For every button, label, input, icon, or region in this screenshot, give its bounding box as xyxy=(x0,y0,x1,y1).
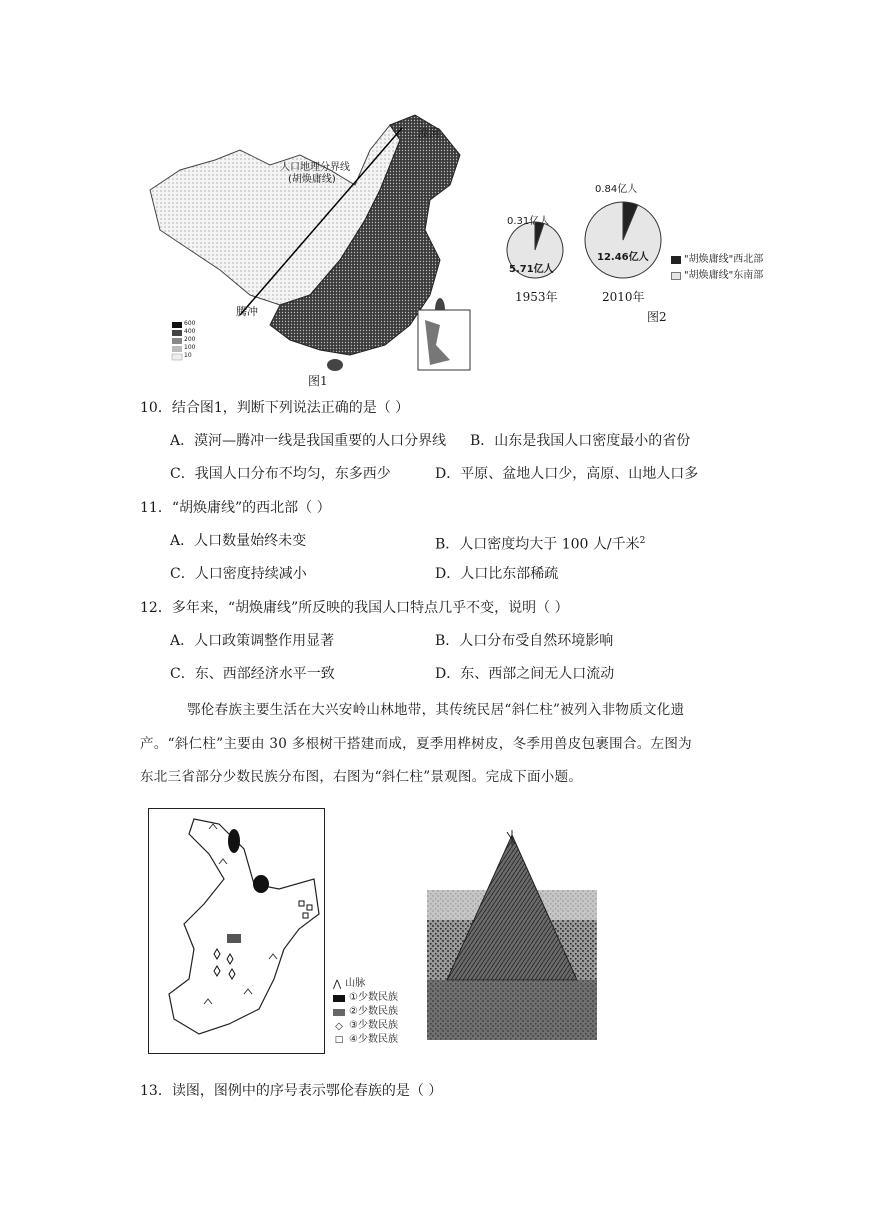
q10-option-a: A．漠河—腾冲一线是我国重要的人口分界线 xyxy=(170,433,447,449)
pie2010-west-label: 0.84亿人 xyxy=(595,184,638,195)
q11-option-b xyxy=(435,532,645,554)
legend-value-2: 400 xyxy=(184,328,196,335)
legend-value-4: 100 xyxy=(184,344,196,351)
q11-option-c: C．人口密度持续减小 xyxy=(170,566,307,582)
minority-1-area-a xyxy=(228,829,240,853)
passage-line-1: 鄂伦春族主要生活在大兴安岭山林地带，其传统民居“斜仁柱”被列入非物质文化遗 xyxy=(187,702,685,718)
legend-minority-1: ①少数民族 xyxy=(349,992,398,1003)
pie1953-west-label: 0.31亿人 xyxy=(507,216,550,227)
mountain-icon: ⋀ xyxy=(333,978,342,990)
q11-option-b-sup: 2 xyxy=(639,536,646,546)
legend-southeast: "胡焕庸线"东南部 xyxy=(684,270,764,281)
figure1-caption: 图1 xyxy=(308,374,328,388)
line-sublabel: (胡焕庸线) xyxy=(288,174,336,185)
figure2-caption: 图2 xyxy=(647,310,667,324)
pie2010-east-label: 12.46亿人 xyxy=(597,252,649,263)
figure3-legend xyxy=(333,977,398,1047)
legend-northwest: "胡焕庸线"西北部 xyxy=(684,254,764,265)
minority-4-marks xyxy=(299,901,312,918)
province-outline xyxy=(169,819,319,1034)
xierenzhu-photo xyxy=(427,830,597,1040)
legend-minority-3: ③少数民族 xyxy=(349,1020,398,1031)
legend-value-1: 600 xyxy=(184,320,196,327)
minority-3-marks xyxy=(214,949,235,979)
legend-mountain: 山脉 xyxy=(345,978,366,989)
q11-stem: 11．“胡焕庸线”的西北部（ ） xyxy=(140,500,331,516)
passage-line-3: 东北三省部分少数民族分布图，右图为“斜仁柱”景观图。完成下面小题。 xyxy=(140,769,583,785)
square-icon: □ xyxy=(334,1035,344,1045)
q12-option-a: A．人口政策调整作用显著 xyxy=(170,633,335,649)
q12-stem: 12．多年来，“胡焕庸线”所反映的我国人口特点几乎不变，说明（ ） xyxy=(140,600,569,616)
passage-line-2: 产。“斜仁柱”主要由 30 多根树干搭建而成，夏季用桦树皮，冬季用兽皮包裹围合。左图为 xyxy=(140,736,692,752)
legend-value-5: 10 xyxy=(184,352,192,359)
minority-1-swatch-icon xyxy=(333,995,345,1002)
northeast-provinces-map xyxy=(149,809,324,1053)
q10-option-c: C．我国人口分布不均匀，东多西少 xyxy=(170,466,391,482)
figure1 xyxy=(140,110,480,390)
pie1953-year: 1953年 xyxy=(515,290,558,304)
q12-option-b: B．人口分布受自然环境影响 xyxy=(435,633,614,649)
legend-minority-4: ④少数民族 xyxy=(349,1034,398,1045)
q12-option-c: C．东、西部经济水平一致 xyxy=(170,666,335,682)
q10-stem: 10．结合图1，判断下列说法正确的是（ ） xyxy=(140,400,410,416)
minority-2-area xyxy=(227,934,241,943)
xierenzhu-image xyxy=(427,830,597,1040)
q11-option-d: D．人口比东部稀疏 xyxy=(435,566,559,582)
figure2 xyxy=(495,180,825,330)
minority-1-area-b xyxy=(253,875,269,893)
legend-value-3: 200 xyxy=(184,336,196,343)
diamond-icon: ◇ xyxy=(335,1020,343,1032)
q12-option-d: D．东、西部之间无人口流动 xyxy=(435,666,615,682)
pie1953-east-label: 5.71亿人 xyxy=(509,264,554,275)
pie-2010-slice-southeast xyxy=(585,202,661,278)
hainan-island xyxy=(327,359,343,371)
legend-minority-2: ②少数民族 xyxy=(349,1006,398,1017)
pie2010-year: 2010年 xyxy=(602,290,645,304)
pie-legend xyxy=(671,252,763,284)
q13-stem: 13．读图，图例中的序号表示鄂伦春族的是（ ） xyxy=(140,1083,443,1099)
q11-option-b-text: B．人口密度均大于 100 人/千米 xyxy=(435,536,640,553)
legend-swatch-northwest xyxy=(671,256,681,264)
q10-option-b: B．山东是我国人口密度最小的省份 xyxy=(470,433,691,449)
legend-swatch-southeast xyxy=(671,272,681,280)
figure3-map xyxy=(148,808,325,1054)
minority-2-swatch-icon xyxy=(333,1009,345,1016)
q11-option-a: A．人口数量始终未变 xyxy=(170,533,307,549)
line-label: 人口地理分界线 xyxy=(280,162,350,173)
density-legend xyxy=(172,322,182,360)
q10-option-d: D．平原、盆地人口少，高原、山地人口多 xyxy=(435,466,699,482)
place-tengchong: 腾冲 xyxy=(236,305,258,318)
mountain-marks xyxy=(204,824,277,1004)
place-mohe: 漠河 xyxy=(418,127,440,140)
